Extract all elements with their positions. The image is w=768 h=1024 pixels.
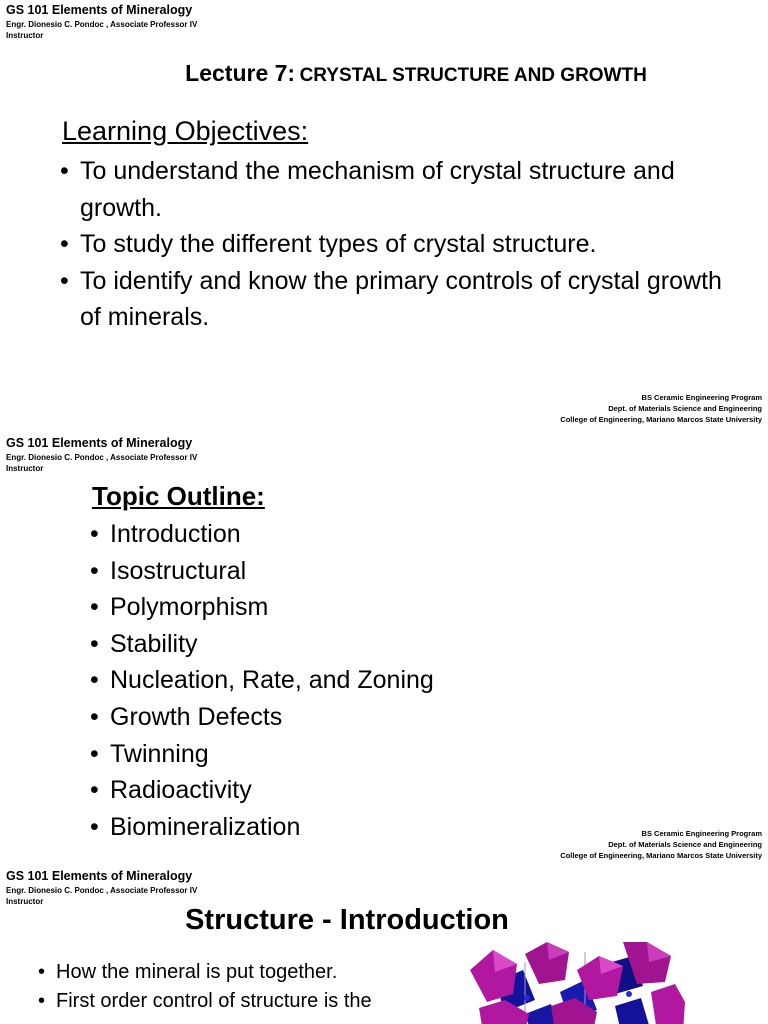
instructor-name: Engr. Dionesio C. Pondoc , Associate Professor IV xyxy=(6,886,198,895)
list-item: • To study the different types of crystal structure. xyxy=(60,226,740,263)
slide-lecture-title xyxy=(0,0,768,433)
slide-footer xyxy=(560,828,762,861)
instructor-info xyxy=(6,452,197,474)
footer-college: College of Engineering, Mariano Marcos State University xyxy=(560,415,762,424)
instructor-name: Engr. Dionesio C. Pondoc , Associate Professor IV xyxy=(6,20,198,29)
footer-department: Dept. of Materials Science and Engineering xyxy=(608,404,762,413)
list-item: • To understand the mechanism of crystal structure and growth. xyxy=(60,153,740,226)
list-item: • Radioactivity xyxy=(90,772,434,809)
list-item: • Biomineralization xyxy=(90,809,434,846)
topic-list xyxy=(90,516,434,845)
footer-college: College of Engineering, Mariano Marcos State University xyxy=(560,851,762,860)
instructor-role: Instructor xyxy=(6,31,44,40)
course-title: GS 101 Elements of Mineralogy xyxy=(6,436,193,450)
course-title: GS 101 Elements of Mineralogy xyxy=(6,3,193,17)
slide-topic-outline xyxy=(0,433,768,866)
list-item: • Growth Defects xyxy=(90,699,434,736)
crystal-structure-polyhedra-image xyxy=(465,942,685,1024)
footer-department: Dept. of Materials Science and Engineering xyxy=(608,840,762,849)
footer-program: BS Ceramic Engineering Program xyxy=(641,829,762,838)
slide-structure-introduction xyxy=(0,866,768,1024)
instructor-role: Instructor xyxy=(6,897,44,906)
list-item: • Isostructural xyxy=(90,553,434,590)
lecture-number: Lecture 7: xyxy=(185,60,296,86)
list-item: • How the mineral is put together. xyxy=(38,958,458,987)
slide-title: Structure - Introduction xyxy=(185,904,509,936)
list-item: • To identify and know the primary controls of crystal growth of minerals. xyxy=(60,263,740,336)
list-item: • Twinning xyxy=(90,736,434,773)
course-title: GS 101 Elements of Mineralogy xyxy=(6,869,193,883)
list-item: • Polymorphism xyxy=(90,589,434,626)
list-item: • Introduction xyxy=(90,516,434,553)
objectives-heading: Learning Objectives: xyxy=(62,116,309,146)
list-item: • Nucleation, Rate, and Zoning xyxy=(90,662,434,699)
intro-bullets xyxy=(38,958,458,1016)
topic-outline-heading: Topic Outline: xyxy=(92,481,265,511)
magenta-octahedra xyxy=(470,942,685,1024)
objectives-list xyxy=(60,153,740,336)
lecture-name: CRYSTAL STRUCTURE AND GROWTH xyxy=(299,65,647,86)
slide-footer xyxy=(560,392,762,425)
footer-program: BS Ceramic Engineering Program xyxy=(641,393,762,402)
instructor-name: Engr. Dionesio C. Pondoc , Associate Professor IV xyxy=(6,453,198,462)
list-item: • First order control of structure is the xyxy=(38,987,458,1016)
list-item: • Stability xyxy=(90,626,434,663)
lecture-title xyxy=(0,60,768,87)
instructor-info xyxy=(6,19,197,41)
instructor-role: Instructor xyxy=(6,464,44,473)
